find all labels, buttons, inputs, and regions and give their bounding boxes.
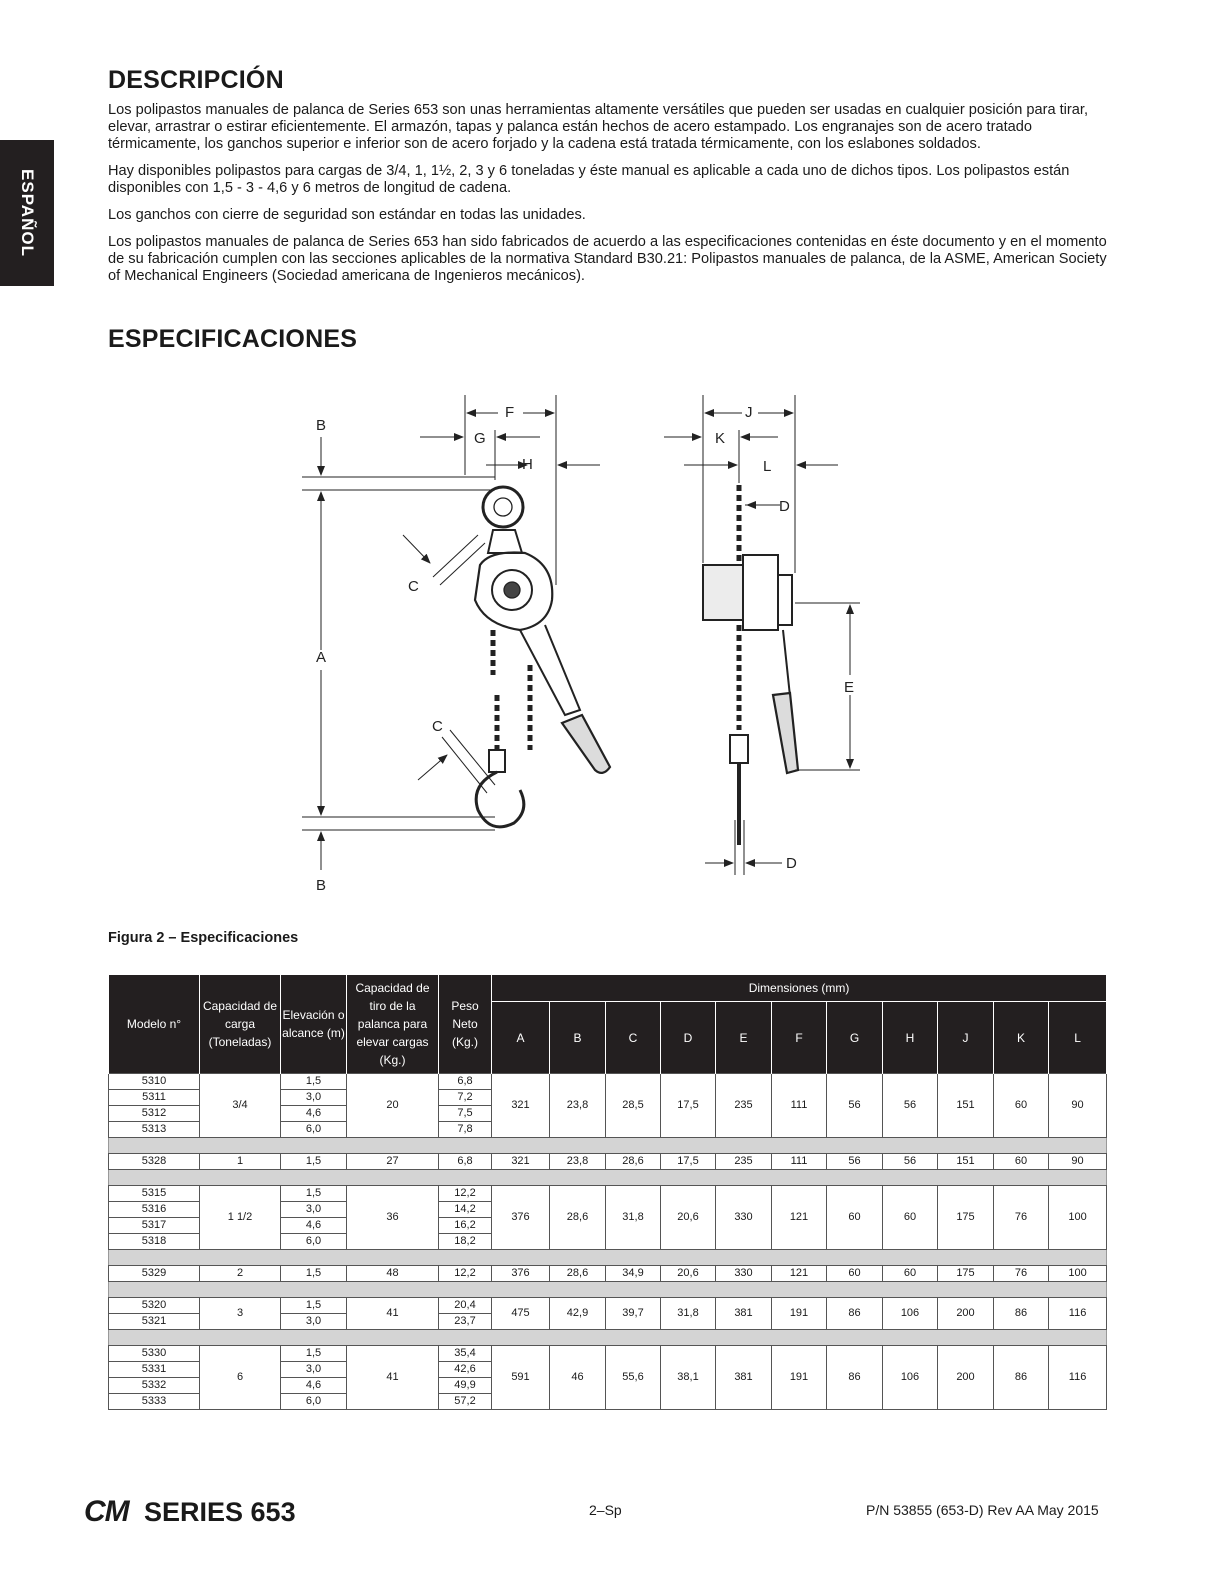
- dimension-cell: 151: [938, 1154, 994, 1170]
- weight-cell: 6,8: [439, 1074, 492, 1090]
- separator-cell: [109, 1138, 1107, 1154]
- table-row: [109, 1298, 1107, 1314]
- svg-text:CM: CM: [84, 1495, 129, 1528]
- model-cell: 5317: [109, 1218, 200, 1234]
- dimension-cell: 90: [1049, 1154, 1107, 1170]
- label-b-top: B: [316, 417, 327, 434]
- hoist-drawing: [290, 385, 855, 905]
- label-j: J: [745, 404, 753, 421]
- lift-cell: 1,5: [281, 1186, 347, 1202]
- weight-cell: 23,7: [439, 1314, 492, 1330]
- description-body: [108, 102, 1108, 295]
- weight-cell: 49,9: [439, 1378, 492, 1394]
- dimension-cell: 38,1: [661, 1346, 716, 1410]
- dimension-cell: 23,8: [550, 1074, 606, 1138]
- dimension-cell: 20,6: [661, 1186, 716, 1250]
- language-tab-label: ESPAÑOL: [18, 169, 37, 257]
- dimension-cell: 31,8: [661, 1298, 716, 1330]
- dimension-cell: 76: [994, 1266, 1049, 1282]
- description-paragraph: Los polipastos manuales de palanca de Series 653 han sido fabricados de acuerdo a las especificaciones contenidas en éste documento y en el momento de su fabricación cumplen con las secciones aplicables de la normativa Standard B30.21: Polipastos manuales de palanca, de la ASME, American Society of Mechanical Engineers (Sociedad americana de Ingenieros mecánicos).: [108, 234, 1107, 284]
- weight-cell: 42,6: [439, 1362, 492, 1378]
- lift-cell: 1,5: [281, 1346, 347, 1362]
- dimension-cell: 56: [827, 1074, 883, 1138]
- dimension-cell: 175: [938, 1266, 994, 1282]
- weight-cell: 7,8: [439, 1122, 492, 1138]
- header-weight: Peso Neto (Kg.): [439, 975, 492, 1074]
- group-separator: [109, 1330, 1107, 1346]
- dimension-cell: 591: [492, 1346, 550, 1410]
- part-number: P/N 53855 (653-D) Rev AA May 2015: [866, 1502, 1099, 1518]
- model-cell: 5320: [109, 1298, 200, 1314]
- dimension-cell: 330: [716, 1186, 772, 1250]
- lift-cell: 6,0: [281, 1234, 347, 1250]
- model-cell: 5312: [109, 1106, 200, 1122]
- separator-cell: [109, 1250, 1107, 1266]
- dimension-cell: 28,6: [550, 1266, 606, 1282]
- dimension-cell: 60: [827, 1186, 883, 1250]
- dimension-cell: 31,8: [606, 1186, 661, 1250]
- table-row: [109, 1266, 1107, 1282]
- weight-cell: 12,2: [439, 1186, 492, 1202]
- dimension-cell: 321: [492, 1154, 550, 1170]
- group-separator: [109, 1250, 1107, 1266]
- dimension-cell: 39,7: [606, 1298, 661, 1330]
- model-cell: 5331: [109, 1362, 200, 1378]
- label-e: E: [844, 679, 855, 696]
- table-row: [109, 1186, 1107, 1202]
- dimension-cell: 191: [772, 1346, 827, 1410]
- dimension-cell: 121: [772, 1186, 827, 1250]
- dimension-cell: 116: [1049, 1298, 1107, 1330]
- dimension-cell: 60: [994, 1074, 1049, 1138]
- specifications-table: [108, 975, 1107, 1410]
- weight-cell: 18,2: [439, 1234, 492, 1250]
- label-d-bottom: D: [786, 855, 797, 872]
- dimension-cell: 28,6: [606, 1154, 661, 1170]
- model-cell: 5332: [109, 1378, 200, 1394]
- specifications-table-body: [109, 1074, 1107, 1410]
- model-cell: 5315: [109, 1186, 200, 1202]
- dimension-cell: 56: [883, 1154, 938, 1170]
- lift-cell: 4,6: [281, 1106, 347, 1122]
- dimension-cell: 106: [883, 1346, 938, 1410]
- dimension-cell: 56: [827, 1154, 883, 1170]
- weight-cell: 6,8: [439, 1154, 492, 1170]
- label-g: G: [474, 430, 486, 447]
- dimension-cell: 175: [938, 1186, 994, 1250]
- dimension-cell: 60: [994, 1154, 1049, 1170]
- pull-cell: 36: [347, 1186, 439, 1250]
- weight-cell: 14,2: [439, 1202, 492, 1218]
- lift-cell: 1,5: [281, 1154, 347, 1170]
- pull-cell: 27: [347, 1154, 439, 1170]
- lift-cell: 6,0: [281, 1394, 347, 1410]
- dimension-cell: 235: [716, 1074, 772, 1138]
- header-model: Modelo n°: [109, 975, 200, 1074]
- description-paragraph: Los ganchos con cierre de seguridad son estándar en todas las unidades.: [108, 207, 586, 223]
- header-dim-l: L: [1049, 1002, 1107, 1074]
- dimension-cell: 86: [827, 1346, 883, 1410]
- weight-cell: 7,2: [439, 1090, 492, 1106]
- dimension-cell: 100: [1049, 1186, 1107, 1250]
- dimension-cell: 20,6: [661, 1266, 716, 1282]
- dimension-cell: 46: [550, 1346, 606, 1410]
- header-capacity: Capacidad de carga (Toneladas): [200, 975, 281, 1074]
- capacity-cell: 1: [200, 1154, 281, 1170]
- header-dim-e: E: [716, 1002, 772, 1074]
- svg-text:SERIES 653: SERIES 653: [144, 1497, 296, 1527]
- model-cell: 5328: [109, 1154, 200, 1170]
- pull-cell: 41: [347, 1298, 439, 1330]
- dimension-cell: 28,5: [606, 1074, 661, 1138]
- description-paragraph: Los polipastos manuales de palanca de Series 653 son unas herramientas altamente versátiles que pueden ser usadas en cualquier posición para tirar, elevar, arrastrar o estirar eficientemente. El armazón, tapas y palanca están hechos de acero estampado. Los engranajes son de acero tratado térmicamente, los ganchos superior e inferior son de acero forjado y la cadena está tratada térmicamente, con los eslabones soldados.: [108, 102, 1089, 152]
- header-dim-h: H: [883, 1002, 938, 1074]
- dimension-cell: 330: [716, 1266, 772, 1282]
- capacity-cell: 2: [200, 1266, 281, 1282]
- dimension-cell: 86: [994, 1298, 1049, 1330]
- dimension-cell: 60: [883, 1266, 938, 1282]
- specifications-title: ESPECIFICACIONES: [108, 325, 358, 353]
- lift-cell: 3,0: [281, 1202, 347, 1218]
- header-dim-j: J: [938, 1002, 994, 1074]
- lift-cell: 1,5: [281, 1266, 347, 1282]
- header-dimensions: Dimensiones (mm): [492, 975, 1107, 1002]
- model-cell: 5316: [109, 1202, 200, 1218]
- lift-cell: 3,0: [281, 1090, 347, 1106]
- label-f: F: [505, 404, 515, 421]
- model-cell: 5333: [109, 1394, 200, 1410]
- dimension-cell: 60: [827, 1266, 883, 1282]
- weight-cell: 12,2: [439, 1266, 492, 1282]
- dimension-cell: 28,6: [550, 1186, 606, 1250]
- dimension-cell: 200: [938, 1346, 994, 1410]
- model-cell: 5318: [109, 1234, 200, 1250]
- dimension-cell: 111: [772, 1154, 827, 1170]
- weight-cell: 16,2: [439, 1218, 492, 1234]
- dimension-cell: 200: [938, 1298, 994, 1330]
- dimension-cell: 111: [772, 1074, 827, 1138]
- hoist-dimension-figure: [290, 385, 855, 905]
- lift-cell: 1,5: [281, 1298, 347, 1314]
- model-cell: 5311: [109, 1090, 200, 1106]
- lift-cell: 3,0: [281, 1362, 347, 1378]
- figure-caption: Figura 2 – Especificaciones: [108, 930, 299, 946]
- dimension-cell: 106: [883, 1298, 938, 1330]
- model-cell: 5330: [109, 1346, 200, 1362]
- separator-cell: [109, 1282, 1107, 1298]
- dimension-cell: 17,5: [661, 1154, 716, 1170]
- label-d-top: D: [779, 498, 790, 515]
- header-dim-k: K: [994, 1002, 1049, 1074]
- weight-cell: 20,4: [439, 1298, 492, 1314]
- capacity-cell: 3/4: [200, 1074, 281, 1138]
- header-dim-g: G: [827, 1002, 883, 1074]
- pull-cell: 41: [347, 1346, 439, 1410]
- separator-cell: [109, 1330, 1107, 1346]
- pull-cell: 20: [347, 1074, 439, 1138]
- weight-cell: 35,4: [439, 1346, 492, 1362]
- dimension-cell: 34,9: [606, 1266, 661, 1282]
- header-dim-f: F: [772, 1002, 827, 1074]
- dimension-cell: 42,9: [550, 1298, 606, 1330]
- dimension-cell: 235: [716, 1154, 772, 1170]
- dimension-cell: 151: [938, 1074, 994, 1138]
- group-separator: [109, 1170, 1107, 1186]
- header-dim-a: A: [492, 1002, 550, 1074]
- dimension-cell: 55,6: [606, 1346, 661, 1410]
- model-cell: 5313: [109, 1122, 200, 1138]
- table-row: [109, 1074, 1107, 1090]
- dimension-cell: 86: [994, 1346, 1049, 1410]
- lift-cell: 6,0: [281, 1122, 347, 1138]
- group-separator: [109, 1138, 1107, 1154]
- header-lift: Elevación o alcance (m): [281, 975, 347, 1074]
- dimension-cell: 381: [716, 1298, 772, 1330]
- dimension-cell: 100: [1049, 1266, 1107, 1282]
- dimension-cell: 376: [492, 1186, 550, 1250]
- capacity-cell: 6: [200, 1346, 281, 1410]
- label-k: K: [715, 430, 726, 447]
- dimension-cell: 121: [772, 1266, 827, 1282]
- header-dim-d: D: [661, 1002, 716, 1074]
- capacity-cell: 3: [200, 1298, 281, 1330]
- dimension-cell: 86: [827, 1298, 883, 1330]
- lift-cell: 3,0: [281, 1314, 347, 1330]
- table-row: [109, 1346, 1107, 1362]
- lift-cell: 4,6: [281, 1218, 347, 1234]
- lift-cell: 1,5: [281, 1074, 347, 1090]
- label-h: H: [522, 456, 533, 473]
- weight-cell: 57,2: [439, 1394, 492, 1410]
- weight-cell: 7,5: [439, 1106, 492, 1122]
- dimension-cell: 191: [772, 1298, 827, 1330]
- dimension-cell: 381: [716, 1346, 772, 1410]
- page-number: 2–Sp: [589, 1502, 622, 1518]
- capacity-cell: 1 1/2: [200, 1186, 281, 1250]
- label-a: A: [316, 649, 327, 666]
- language-tab: [0, 140, 54, 286]
- dimension-cell: 23,8: [550, 1154, 606, 1170]
- table-row: [109, 1154, 1107, 1170]
- description-title: DESCRIPCIÓN: [108, 66, 284, 94]
- dimension-cell: 475: [492, 1298, 550, 1330]
- label-c-bottom: C: [432, 718, 443, 735]
- dimension-cell: 90: [1049, 1074, 1107, 1138]
- model-cell: 5321: [109, 1314, 200, 1330]
- group-separator: [109, 1282, 1107, 1298]
- model-cell: 5329: [109, 1266, 200, 1282]
- cm-series-653-logo: [84, 1493, 344, 1527]
- header-dim-b: B: [550, 1002, 606, 1074]
- header-dim-c: C: [606, 1002, 661, 1074]
- dimension-cell: 116: [1049, 1346, 1107, 1410]
- header-pull: Capacidad de tiro de la palanca para elevar cargas (Kg.): [347, 975, 439, 1074]
- pull-cell: 48: [347, 1266, 439, 1282]
- dimension-cell: 56: [883, 1074, 938, 1138]
- dimension-cell: 321: [492, 1074, 550, 1138]
- label-l: L: [763, 458, 772, 475]
- dimension-cell: 60: [883, 1186, 938, 1250]
- label-c-top: C: [408, 578, 419, 595]
- model-cell: 5310: [109, 1074, 200, 1090]
- lift-cell: 4,6: [281, 1378, 347, 1394]
- description-paragraph: Hay disponibles polipastos para cargas de 3/4, 1, 1½, 2, 3 y 6 toneladas y éste manual es aplicable a cada uno de dichos tipos. Los polipastos están disponibles con 1,5 - 3 - 4,6 y 6 metros de longitud de cadena.: [108, 163, 1070, 196]
- dimension-cell: 376: [492, 1266, 550, 1282]
- dimension-cell: 76: [994, 1186, 1049, 1250]
- label-b-bottom: B: [316, 877, 327, 894]
- dimension-cell: 17,5: [661, 1074, 716, 1138]
- separator-cell: [109, 1170, 1107, 1186]
